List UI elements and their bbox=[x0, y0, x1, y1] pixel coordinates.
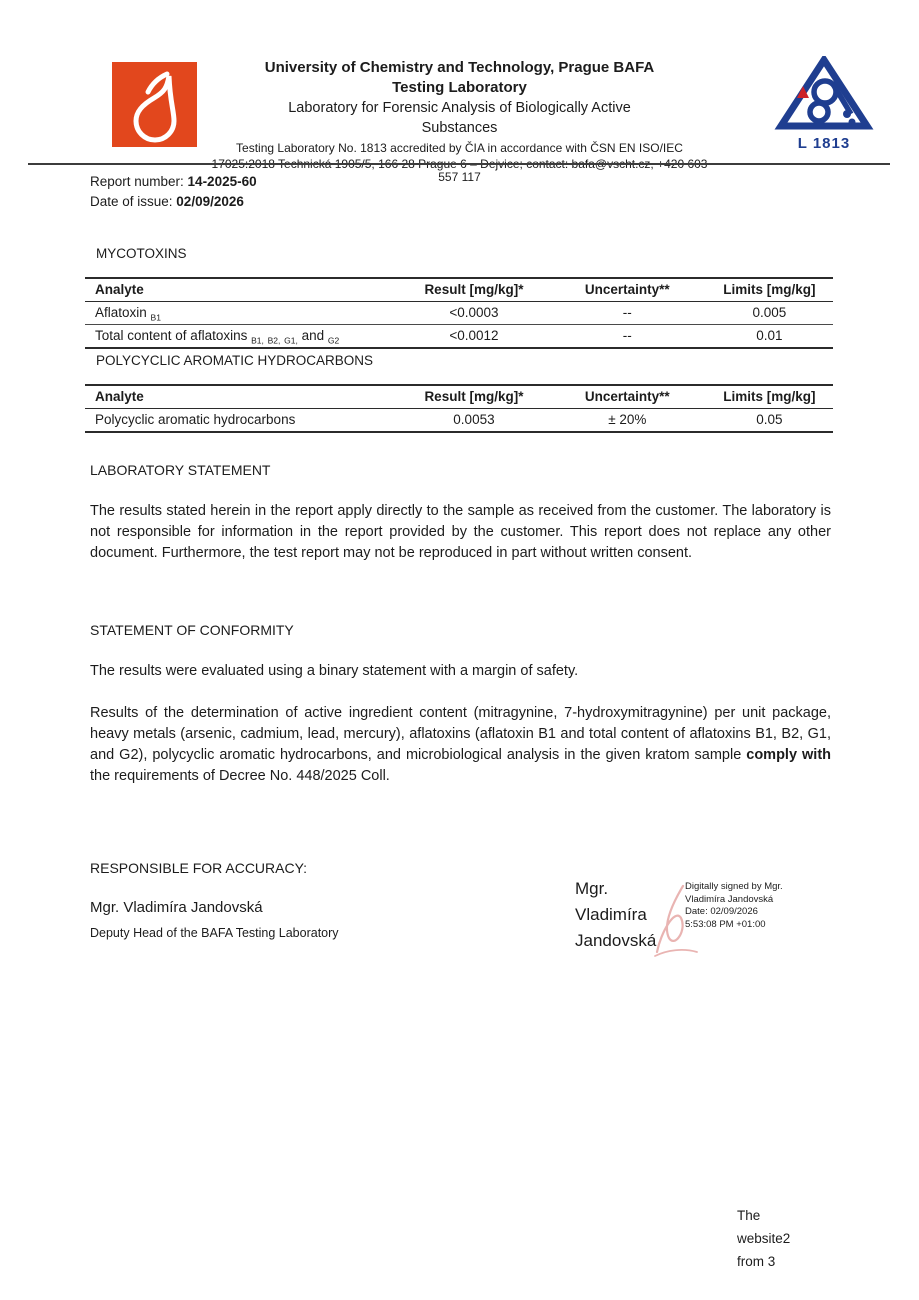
column-header-uncertainty: Uncertainty** bbox=[549, 385, 706, 409]
accreditation-line1: Testing Laboratory No. 1813 accredited by ČIA in accordance with ČSN EN ISO/IEC bbox=[236, 141, 683, 155]
uncertainty-cell: -- bbox=[549, 325, 706, 349]
responsible-role: Deputy Head of the BAFA Testing Laboratory bbox=[90, 926, 339, 940]
lab-name-line2: Substances bbox=[421, 120, 498, 136]
table-row bbox=[85, 409, 833, 433]
table-row bbox=[85, 302, 833, 325]
uncertainty-cell: ± 20% bbox=[549, 409, 706, 433]
mycotoxins-table bbox=[85, 277, 833, 349]
report-number-line: Report number: 14-2025-60 bbox=[90, 174, 257, 189]
result-cell: 0.0053 bbox=[399, 409, 549, 433]
column-header-result: Result [mg/kg]* bbox=[399, 278, 549, 302]
org-name-line2: Testing Laboratory bbox=[392, 79, 527, 96]
digital-signature-name: Mgr. Vladimíra Jandovská bbox=[575, 879, 657, 950]
column-header-uncertainty: Uncertainty** bbox=[549, 278, 706, 302]
lab-name-line1: Laboratory for Forensic Analysis of Biologically Active bbox=[288, 100, 631, 116]
flask-icon bbox=[112, 62, 197, 147]
limit-cell: 0.05 bbox=[706, 409, 833, 433]
laboratory-statement-paragraph: The results stated herein in the report apply directly to the sample as received from the customer. The laboratory is not responsible for information in the report provided by the customer. This report does not replace any other document. Furthermore, the test report may not be reproduced in part without written consent. bbox=[90, 503, 831, 561]
table-header-row bbox=[85, 385, 833, 409]
accreditation-line2: 17025:2018 Technická 1905/5, 166 28 Prague 6 – Dejvice; contact: bafa@vscht.cz, +420 603 bbox=[211, 156, 708, 171]
section-title-mycotoxins: MYCOTOXINS bbox=[96, 246, 187, 261]
page-footer: The website2 from 3 bbox=[737, 1208, 791, 1269]
cia-triangle-icon bbox=[773, 56, 875, 130]
date-of-issue-line: Date of issue: 02/09/2026 bbox=[90, 193, 244, 209]
cia-accreditation-badge bbox=[773, 56, 875, 152]
column-header-analyte: Analyte bbox=[85, 385, 399, 409]
comply-with-emphasis: comply with bbox=[746, 747, 831, 763]
date-of-issue-value: 02/09/2026 bbox=[176, 193, 244, 209]
limit-cell: 0.01 bbox=[706, 325, 833, 349]
responsible-name: Mgr. Vladimíra Jandovská bbox=[90, 899, 263, 916]
laboratory-statement-heading: LABORATORY STATEMENT bbox=[90, 462, 271, 478]
conformity-heading: STATEMENT OF CONFORMITY bbox=[90, 622, 294, 638]
analyte-cell: Aflatoxin $_{B1}$ bbox=[85, 302, 399, 325]
table-header-row bbox=[85, 278, 833, 302]
analyte-cell: Polycyclic aromatic hydrocarbons bbox=[85, 409, 399, 433]
header bbox=[200, 58, 719, 172]
result-cell: <0.0003 bbox=[399, 302, 549, 325]
accreditation-line3: 557 117 bbox=[438, 170, 481, 184]
conformity-paragraph-2: Results of the determination of active ingredient content (mitragynine, 7-hydroxymitragynine) per unit package, heavy metals (arsenic, cadmium, lead, mercury), aflatoxins (aflatoxin B1 and total content of aflatoxins B1, B2, G1, and G2), polycyclic aromatic hydrocarbons, and microbiological analysis in the given kratom sample comply with the requirements of Decree No. 448/2025 Coll. bbox=[90, 705, 831, 784]
section-title-pah: POLYCYCLIC AROMATIC HYDROCARBONS bbox=[96, 353, 374, 368]
digital-signature-block bbox=[575, 876, 815, 954]
responsible-heading: RESPONSIBLE FOR ACCURACY: bbox=[90, 860, 308, 876]
column-header-analyte: Analyte bbox=[85, 278, 399, 302]
uct-prague-logo bbox=[112, 62, 197, 147]
column-header-limits: Limits [mg/kg] bbox=[706, 278, 833, 302]
uncertainty-cell: -- bbox=[549, 302, 706, 325]
digital-signature-details: Digitally signed by Mgr. Vladimíra Jandovská Date: 02/09/2026 5:53:08 PM +01:00 bbox=[685, 881, 783, 930]
badge-label: L 1813 bbox=[797, 135, 851, 152]
conformity-paragraph-1: The results were evaluated using a binary statement with a margin of safety. bbox=[90, 663, 579, 679]
result-cell: <0.0012 bbox=[399, 325, 549, 349]
column-header-limits: Limits [mg/kg] bbox=[706, 385, 833, 409]
signature-squiggle-icon bbox=[653, 880, 703, 960]
table-row bbox=[85, 325, 833, 349]
analyte-cell: Total content of aflatoxins $_{B1,}$ $_{B2,}$ $_{G1,}$ and $_{G2}$ bbox=[85, 325, 399, 349]
report-meta bbox=[90, 172, 257, 211]
report-number-value: 14-2025-60 bbox=[187, 174, 257, 189]
org-name-line1: University of Chemistry and Technology, Prague BAFA bbox=[264, 59, 655, 76]
column-header-result: Result [mg/kg]* bbox=[399, 385, 549, 409]
header-divider bbox=[28, 163, 890, 165]
pah-table bbox=[85, 384, 833, 433]
limit-cell: 0.005 bbox=[706, 302, 833, 325]
